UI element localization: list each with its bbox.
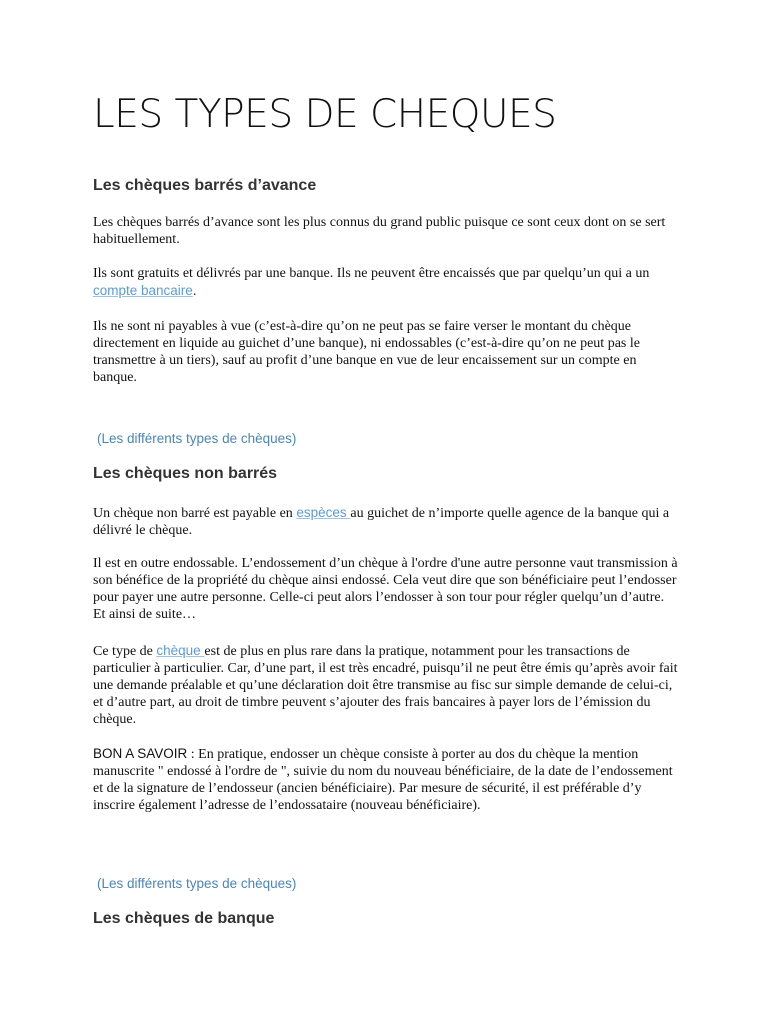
paragraph-text: . <box>192 284 197 299</box>
paragraph-text: est de plus en plus rare dans la pratique, notamment pour les transactions de particulier à particulier. Car, d’une part, il est très encadré, puisqu’il ne peut être émis qu’après avoir fait une demande préalable et qu’une déclaration doit être transmise au fisc sur simple demande de celui-ci, et d’autre part, au droit de timbre peuvent s’ajouter des frais bancaires à payer lors de l’émission du chèque. <box>93 644 678 727</box>
paragraph-text: Les chèques barrés d’avance sont les plus connus du grand public puisque ce sont ceux dont on se sert habituellement. <box>93 215 666 247</box>
back-link-types-de-cheques[interactable]: (Les différents types de chèques) <box>97 431 297 446</box>
section-heading-non-barres: Les chèques non barrés <box>93 465 278 482</box>
paragraph-text: Ils sont gratuits et délivrés par une banque. Ils ne peuvent être encaissés que par quelqu’un qui a un <box>93 266 650 281</box>
section-heading-barres-avance: Les chèques barrés d’avance <box>93 177 317 194</box>
paragraph <box>93 214 678 248</box>
paragraph-text: au guichet de n’importe quelle agence de la banque qui a délivré le chèque. <box>93 506 670 538</box>
paragraph-text: Ils ne sont ni payables à vue (c’est-à-dire qu’on ne peut pas se faire verser le montant du chèque directement en liquide au guichet d’une banque), ni endossables (c’est-à-dire qu’on ne peut pas le transmettre à un tiers), sauf au profit d’une banque en vue de leur encaissement sur un compte en banque. <box>93 319 640 385</box>
paragraph <box>93 642 678 728</box>
paragraph-text: Ce type de <box>93 644 157 659</box>
page-title: LES TYPES DE CHEQUES <box>93 92 557 137</box>
paragraph-text: Il est en outre endossable. L’endossement d’un chèque à l'ordre d'une autre personne vaut transmission à son bénéfice de la propriété du chèque ainsi endossé. Cela veut dire que son bénéficiaire peut l’endosser pour payer une autre personne. Celle-ci peut alors l’endosser à son tour pour régler quelqu’un d’autre. Et ainsi de suite… <box>93 556 678 622</box>
paragraph <box>93 318 678 386</box>
section-heading-cheques-de-banque: Les chèques de banque <box>93 910 275 927</box>
link-cheque[interactable]: chèque <box>156 643 205 658</box>
paragraph-text: : En pratique, endosser un chèque consiste à porter au dos du chèque la mention manuscrite " endossé à l'ordre de ", suivie du nom du nouveau bénéficiaire, de la date de l’endossement et de la signature de l’endosseur (ancien bénéficiaire). Par mesure de sécurité, il est préférable d’y inscrire également l’adresse de l’endossataire (nouveau bénéficiaire). <box>93 747 673 813</box>
back-link-types-de-cheques[interactable]: (Les différents types de chèques) <box>97 876 297 891</box>
link-compte-bancaire[interactable]: compte bancaire <box>93 283 193 298</box>
paragraph <box>93 504 678 539</box>
paragraph-text: Un chèque non barré est payable en <box>93 506 297 521</box>
link-especes[interactable]: espèces <box>296 505 351 520</box>
bon-a-savoir-label: BON A SAVOIR <box>93 746 188 761</box>
paragraph <box>93 265 678 300</box>
paragraph-bon-a-savoir <box>93 745 678 814</box>
paragraph <box>93 555 678 623</box>
